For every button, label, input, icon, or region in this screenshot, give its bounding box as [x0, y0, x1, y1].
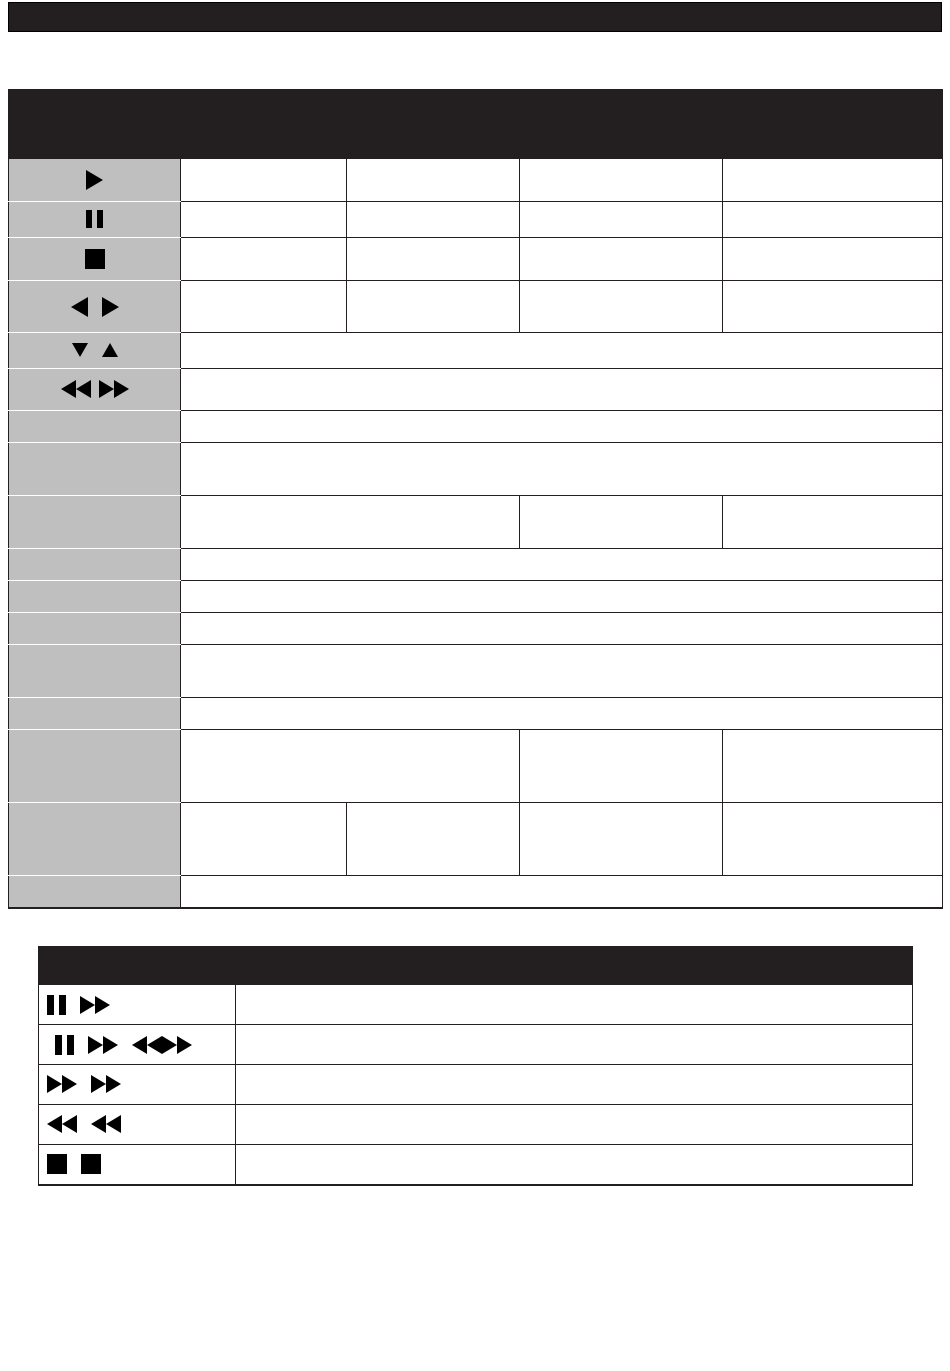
table-row [9, 613, 943, 645]
table-row [9, 411, 943, 443]
playback-controls-table [8, 89, 943, 909]
key-cell [39, 985, 236, 1025]
pause-icon [47, 995, 66, 1015]
table-cell [181, 803, 347, 876]
key-cell [9, 698, 181, 730]
table-row [9, 581, 943, 613]
header-cell [347, 90, 520, 159]
key-cell [9, 645, 181, 698]
table-cell [181, 496, 520, 549]
table-cell [181, 730, 520, 803]
table-cell [181, 581, 943, 613]
rewind-icon [61, 380, 91, 398]
table-cell [181, 159, 347, 202]
stop-icon [47, 1154, 67, 1174]
table-cell [181, 238, 347, 281]
table-cell [181, 411, 943, 443]
table-cell [236, 1145, 913, 1185]
header-cell [520, 90, 723, 159]
table-cell [723, 238, 943, 281]
table-header-row [9, 90, 943, 159]
table-row [9, 730, 943, 803]
table-row [9, 698, 943, 730]
left-arrow-icon [71, 297, 88, 317]
header-cell [236, 947, 913, 985]
table-cell [520, 496, 723, 549]
table-cell [181, 281, 347, 333]
right-arrow-icon [102, 297, 119, 317]
key-cell [39, 1025, 236, 1065]
key-cell [9, 281, 181, 333]
table-row [9, 876, 943, 908]
table-row [9, 443, 943, 496]
pause-icon [86, 210, 103, 228]
table-row [39, 1025, 913, 1065]
table-cell [520, 730, 723, 803]
up-triangle-icon [102, 343, 118, 357]
stop-icon [81, 1154, 101, 1174]
rewind-icon [132, 1036, 162, 1054]
down-triangle-icon [72, 343, 88, 357]
table-cell [723, 281, 943, 333]
fast-forward-icon [99, 380, 129, 398]
key-cell [9, 876, 181, 908]
key-cell [9, 369, 181, 411]
key-cell [9, 730, 181, 803]
table-cell [236, 1105, 913, 1145]
key-cell [9, 159, 181, 202]
table-cell [520, 238, 723, 281]
table-cell [181, 613, 943, 645]
pause-icon [55, 1035, 74, 1055]
table-row [9, 803, 943, 876]
table-cell [347, 202, 520, 238]
table-row [9, 645, 943, 698]
table-row [9, 202, 943, 238]
header-cell [181, 90, 347, 159]
table-row [9, 281, 943, 333]
key-cell [9, 496, 181, 549]
table-cell [520, 803, 723, 876]
key-cell [9, 803, 181, 876]
table-cell [236, 1025, 913, 1065]
fast-forward-icon [47, 1075, 77, 1093]
table-cell [723, 730, 943, 803]
header-cell [39, 947, 236, 985]
table-cell [347, 159, 520, 202]
rewind-icon [91, 1115, 121, 1133]
table-cell [723, 803, 943, 876]
key-cell [39, 1145, 236, 1185]
table-row [9, 159, 943, 202]
section-title-bar [8, 2, 942, 32]
table-row [9, 549, 943, 581]
fast-forward-icon [88, 1036, 118, 1054]
table-row [9, 496, 943, 549]
fast-forward-icon [162, 1036, 192, 1054]
key-cell [9, 613, 181, 645]
key-cell [9, 333, 181, 369]
table-cell [181, 369, 943, 411]
table-cell [723, 202, 943, 238]
table-row [9, 238, 943, 281]
table-header-row [39, 947, 913, 985]
play-icon [86, 170, 103, 190]
table-row [39, 1145, 913, 1185]
key-cell [39, 1105, 236, 1145]
table-row [39, 1105, 913, 1145]
key-cell [9, 202, 181, 238]
table-cell [347, 803, 520, 876]
table-cell [347, 238, 520, 281]
table-cell [520, 281, 723, 333]
key-cell [9, 238, 181, 281]
table-row [9, 369, 943, 411]
key-cell [9, 443, 181, 496]
table-cell [181, 698, 943, 730]
header-cell [9, 90, 181, 159]
table-cell [181, 333, 943, 369]
table-row [9, 333, 943, 369]
table-cell [236, 985, 913, 1025]
table-cell [236, 1065, 913, 1105]
rewind-icon [47, 1115, 77, 1133]
table-cell [181, 443, 943, 496]
key-cell [39, 1065, 236, 1105]
table-cell [723, 496, 943, 549]
table-cell [181, 202, 347, 238]
table-cell [181, 645, 943, 698]
table-row [39, 1065, 913, 1105]
table-cell [181, 876, 943, 908]
key-cell [9, 581, 181, 613]
key-cell [9, 549, 181, 581]
table-cell [181, 549, 943, 581]
trick-play-table [38, 946, 913, 1186]
stop-icon [85, 249, 105, 269]
fast-forward-icon [80, 996, 110, 1014]
table-cell [520, 159, 723, 202]
table-cell [520, 202, 723, 238]
table-cell [347, 281, 520, 333]
key-cell [9, 411, 181, 443]
header-cell [723, 90, 943, 159]
table-row [39, 985, 913, 1025]
fast-forward-icon [91, 1075, 121, 1093]
table-cell [723, 159, 943, 202]
